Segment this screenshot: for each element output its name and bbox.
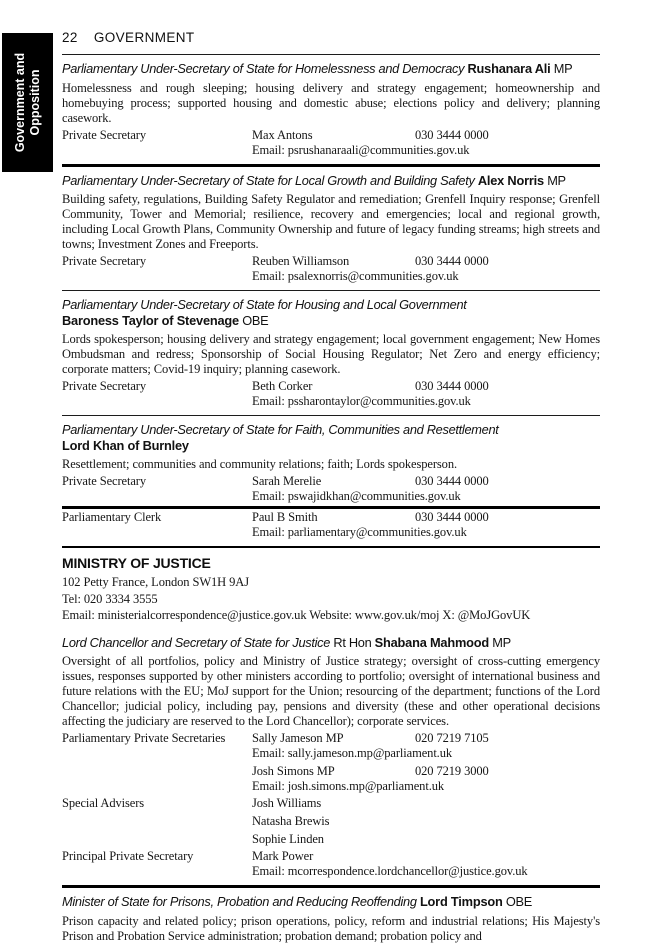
contact-label: Private Secretary bbox=[62, 379, 147, 393]
contact-row bbox=[62, 379, 600, 409]
minister-heading bbox=[62, 297, 600, 328]
minister-suffix: MP bbox=[492, 634, 511, 650]
section-divider bbox=[62, 164, 600, 167]
responsibilities-text: Homelessness and rough sleeping; housing delivery and strategy engagement; homeownership and homebuying process; supported housing and domestic abuse; elections policy and delivery; planning casework. bbox=[62, 80, 600, 125]
running-header bbox=[62, 30, 600, 45]
contact-entry bbox=[252, 731, 600, 761]
contact-entry bbox=[252, 128, 600, 158]
contact-label: Private Secretary bbox=[62, 127, 147, 142]
minister-suffix: OBE bbox=[242, 312, 269, 328]
contact-phone: 020 7219 3000 bbox=[415, 764, 489, 778]
contact-entry bbox=[252, 379, 600, 409]
minister-suffix: MP bbox=[553, 61, 573, 76]
contact-entries bbox=[252, 128, 600, 158]
contact-entries bbox=[252, 731, 600, 794]
page-title: GOVERNMENT bbox=[93, 30, 195, 45]
header-rule bbox=[62, 54, 600, 55]
contact-entries bbox=[252, 796, 600, 847]
responsibilities-text: Prison capacity and related policy; prison operations, policy, reform and industrial relations; His Majesty's Prison and Probation Service administration; probation demand; probation policy and bbox=[62, 913, 600, 943]
contact-phone: 030 3444 0000 bbox=[415, 510, 489, 524]
contact-name: Max Antons bbox=[252, 127, 313, 142]
minister-name: Alex Norris bbox=[477, 172, 544, 188]
department-divider bbox=[62, 546, 600, 548]
contact-phone: 030 3444 0000 bbox=[415, 254, 489, 268]
contact-entry bbox=[252, 764, 600, 794]
contact-label: Special Advisers bbox=[62, 796, 145, 810]
contact-row bbox=[62, 731, 600, 794]
minister-section bbox=[62, 635, 600, 880]
contact-name: Beth Corker bbox=[252, 379, 313, 393]
section-side-tab bbox=[2, 33, 53, 172]
minister-heading bbox=[62, 635, 600, 651]
responsibilities-text: Building safety, regulations, Building Safety Regulator and remediation; Grenfell Inquiry response; Grenfell Community, Tower and Memorial; resilience, recovery and emergencies; local and regional growth, including Local Growth Plans, Community Ownership and future of legacy funding streams; high streets and towns; Investment Zones and Freeports. bbox=[62, 192, 600, 251]
contact-name: Sophie Linden bbox=[252, 832, 324, 846]
department-tel: Tel: 020 3334 3555 bbox=[62, 591, 158, 606]
contact-entry bbox=[252, 849, 600, 879]
minister-role: Parliamentary Under-Secretary of State for Homelessness and Democracy bbox=[62, 61, 465, 76]
minister-suffix: MP bbox=[547, 172, 566, 188]
contact-entry bbox=[252, 474, 600, 504]
contact-row bbox=[62, 849, 600, 879]
minister-role: Parliamentary Under-Secretary of State for Local Growth and Building Safety bbox=[62, 172, 475, 188]
minister-role: Parliamentary Under-Secretary of State for Housing and Local Government bbox=[62, 297, 467, 312]
minister-section bbox=[62, 297, 600, 409]
contact-label: Private Secretary bbox=[62, 474, 147, 488]
contact-row bbox=[62, 474, 600, 504]
section-divider bbox=[62, 885, 600, 888]
section-divider bbox=[62, 290, 600, 291]
minister-heading bbox=[62, 894, 600, 910]
contact-row bbox=[62, 796, 600, 847]
contact-phone: 030 3444 0000 bbox=[415, 127, 489, 142]
contact-entries bbox=[252, 379, 600, 409]
minister-role: Minister of State for Prisons, Probation and Reducing Reoffending bbox=[62, 894, 417, 909]
minister-section bbox=[62, 173, 600, 285]
contact-name: Josh Williams bbox=[252, 796, 322, 810]
contact-label: Parliamentary Private Secretaries bbox=[62, 731, 226, 745]
contact-phone: 020 7219 7105 bbox=[415, 731, 489, 745]
minister-heading bbox=[62, 422, 600, 453]
contact-email: Email: sally.jameson.mp@parliament.uk bbox=[252, 746, 453, 760]
minister-heading bbox=[62, 61, 600, 77]
responsibilities-text: Oversight of all portfolios, policy and Ministry of Justice strategy; oversight of cross-cutting emergency issues, responses supported by other ministers according to portfolio; oversight of international business and future relations with the EU; MoJ support for the Union; resourcing of the department; functions of the Lord Chancellor; judicial policy, including pay, pensions and diversity (these and other operational decisions affecting the judiciary are reserved to the Lord Chancellor); corporate services. bbox=[62, 654, 600, 728]
contact-name: Natasha Brewis bbox=[252, 814, 330, 828]
minister-suffix: OBE bbox=[505, 894, 533, 909]
department-contact-line: Email: ministerialcorrespondence@justice.gov.uk Website: www.gov.uk/moj X: @MoJGovUK bbox=[62, 608, 531, 622]
page-content bbox=[62, 30, 600, 946]
contact-name: Sarah Merelie bbox=[252, 474, 322, 488]
contact-entries bbox=[252, 254, 600, 284]
contact-name: Josh Simons MP bbox=[252, 764, 335, 778]
contact-row bbox=[62, 254, 600, 284]
contact-email: Email: parliamentary@communities.gov.uk bbox=[252, 525, 467, 539]
contact-email: Email: pssharontaylor@communities.gov.uk bbox=[252, 394, 471, 408]
contact-email: Email: mcorrespondence.lordchancellor@justice.gov.uk bbox=[252, 864, 528, 878]
minister-role: Parliamentary Under-Secretary of State for Faith, Communities and Resettlement bbox=[62, 422, 499, 437]
contact-label: Private Secretary bbox=[62, 254, 147, 268]
contact-row bbox=[62, 128, 600, 158]
contact-email: Email: psrushanaraali@communities.gov.uk bbox=[252, 142, 470, 157]
department-header bbox=[62, 555, 600, 624]
contact-phone: 030 3444 0000 bbox=[415, 379, 489, 393]
department-name: MINISTRY OF JUSTICE bbox=[62, 555, 211, 571]
contact-phone: 030 3444 0000 bbox=[415, 474, 489, 488]
contact-name: Reuben Williamson bbox=[252, 254, 350, 268]
minister-heading bbox=[62, 173, 600, 189]
contact-entry bbox=[252, 254, 600, 284]
contact-entries bbox=[252, 474, 600, 504]
minister-name: Lord Timpson bbox=[419, 894, 503, 909]
minister-role: Lord Chancellor and Secretary of State for Justice bbox=[62, 634, 331, 650]
department-address: 102 Petty France, London SW1H 9AJ bbox=[62, 575, 249, 589]
contact-divider bbox=[62, 506, 600, 509]
minister-section bbox=[62, 894, 600, 944]
contact-entry bbox=[252, 796, 600, 811]
page-number: 22 bbox=[62, 30, 78, 45]
contact-label: Parliamentary Clerk bbox=[62, 510, 162, 524]
minister-section bbox=[62, 422, 600, 540]
contact-row bbox=[62, 510, 600, 540]
minister-section bbox=[62, 61, 600, 158]
side-tab-line-2: Opposition bbox=[27, 69, 42, 136]
side-tab-text bbox=[2, 33, 53, 172]
contact-entries bbox=[252, 849, 600, 879]
contact-email: Email: josh.simons.mp@parliament.uk bbox=[252, 779, 445, 793]
contact-name: Paul B Smith bbox=[252, 510, 318, 524]
responsibilities-text: Resettlement; communities and community relations; faith; Lords spokesperson. bbox=[62, 457, 458, 471]
minister-name: Shabana Mahmood bbox=[374, 634, 489, 650]
minister-name: Lord Khan of Burnley bbox=[62, 437, 189, 453]
contact-label: Principal Private Secretary bbox=[62, 849, 194, 863]
side-tab-line-1: Government and bbox=[12, 52, 27, 153]
contact-email: Email: pswajidkhan@communities.gov.uk bbox=[252, 489, 461, 503]
contact-entry bbox=[252, 510, 600, 540]
contact-entry bbox=[252, 832, 600, 847]
minister-name: Baroness Taylor of Stevenage bbox=[62, 312, 239, 328]
minister-honorific: Rt Hon bbox=[333, 634, 372, 650]
contact-entries bbox=[252, 510, 600, 540]
contact-email: Email: psalexnorris@communities.gov.uk bbox=[252, 269, 459, 283]
section-divider bbox=[62, 415, 600, 416]
minister-name: Rushanara Ali bbox=[467, 61, 551, 76]
responsibilities-text: Lords spokesperson; housing delivery and strategy engagement; local government engagement; New Homes Ombudsman and redress; Sponsorship of Social Housing Regulator; Net Zero and energy efficiency; corporate matters; Covid-19 inquiry; planning casework. bbox=[62, 332, 600, 376]
contact-name: Mark Power bbox=[252, 849, 314, 863]
contact-entry bbox=[252, 814, 600, 829]
contact-name: Sally Jameson MP bbox=[252, 731, 344, 745]
